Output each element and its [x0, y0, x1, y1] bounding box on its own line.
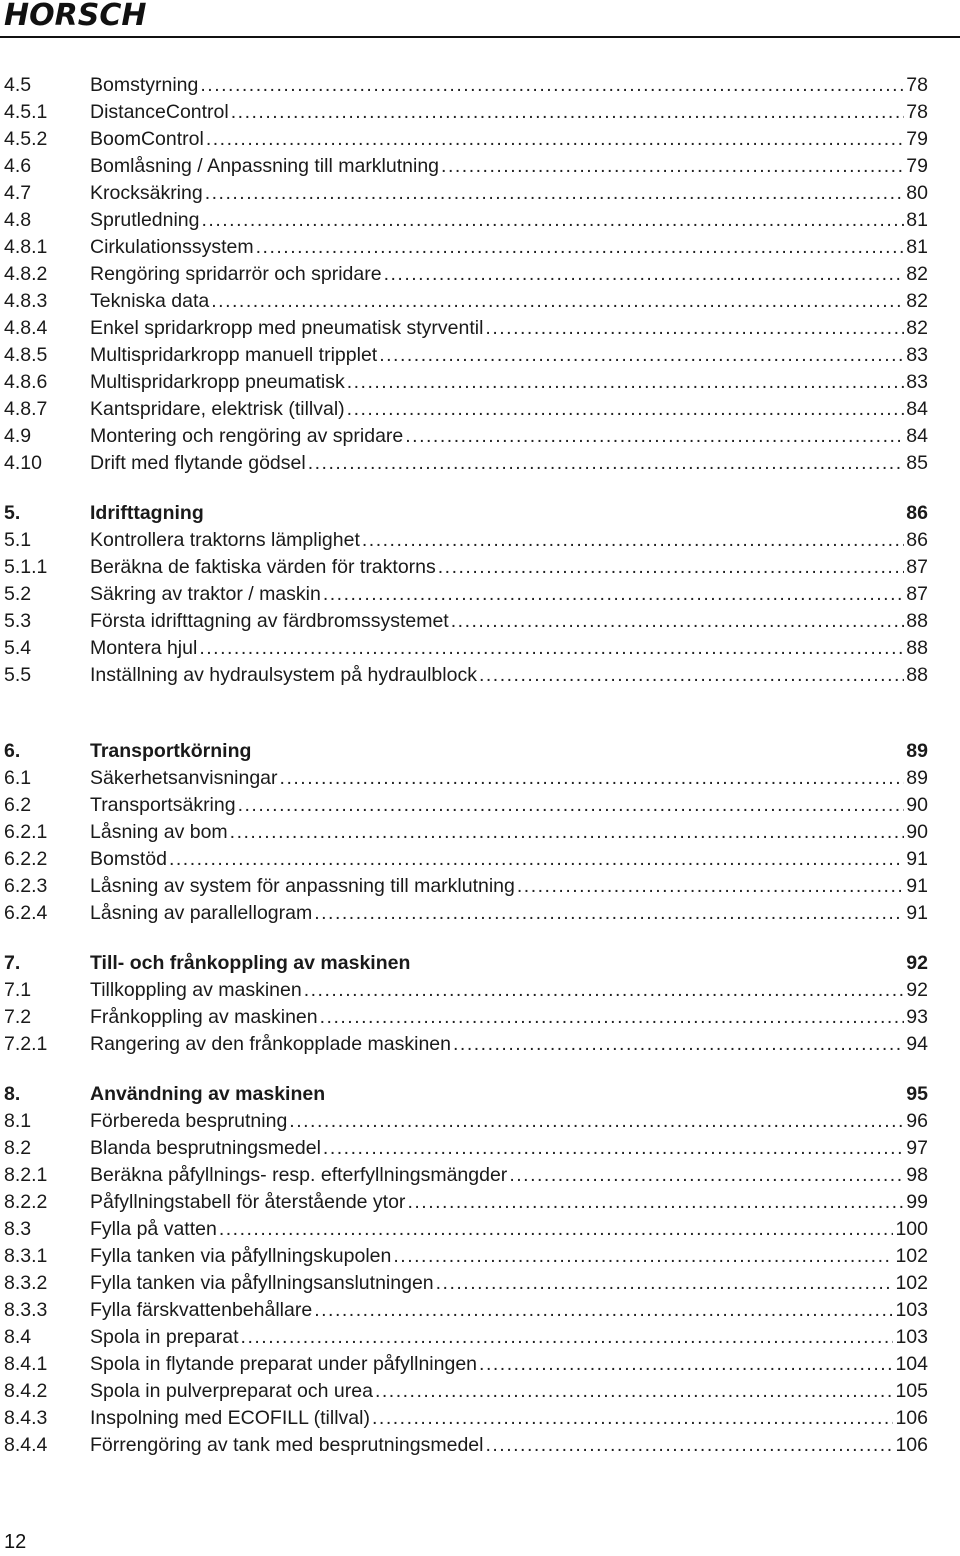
- toc-entry-leader: [90, 1135, 928, 1162]
- toc-entry-number: 4.8.5: [4, 344, 48, 366]
- toc-entry[interactable]: [0, 1270, 960, 1297]
- toc-entry-leader: [90, 234, 928, 261]
- toc-entry-leader: [90, 819, 928, 846]
- toc-entry-title: Bomstyrning: [90, 72, 200, 99]
- toc-entry[interactable]: [0, 581, 960, 608]
- toc-entry[interactable]: [0, 261, 960, 288]
- toc-entry[interactable]: [0, 1405, 960, 1432]
- toc-entry-page: 88: [904, 608, 928, 635]
- toc-entry-number: 4.8: [4, 209, 32, 231]
- dot-leader: [372, 1405, 928, 1432]
- toc-entry-leader: [90, 1243, 928, 1270]
- toc-entry-title: Fylla tanken via påfyllningsanslutningen: [90, 1270, 436, 1297]
- toc-entry-number: 8.3: [4, 1218, 32, 1240]
- toc-entry-title: Enkel spridarkropp med pneumatisk styrventil: [90, 315, 485, 342]
- toc-entry-number: 5.: [4, 502, 21, 524]
- toc-entry[interactable]: [0, 1216, 960, 1243]
- toc-entry-leader: [90, 554, 928, 581]
- dot-leader: [375, 1378, 928, 1405]
- dot-leader: [393, 1243, 928, 1270]
- toc-entry-number: 8.2.1: [4, 1164, 48, 1186]
- toc-entry-number: 8.2.2: [4, 1191, 48, 1213]
- toc-entry-title: Tillkoppling av maskinen: [90, 977, 304, 1004]
- toc-entry-title: Montera hjul: [90, 635, 199, 662]
- dot-leader: [206, 126, 928, 153]
- toc-entry[interactable]: [0, 1004, 960, 1031]
- dot-leader: [485, 315, 928, 342]
- toc-entry-leader: [90, 1270, 928, 1297]
- toc-entry[interactable]: [0, 1297, 960, 1324]
- toc-entry-number: 4.9: [4, 425, 32, 447]
- toc-entry[interactable]: [0, 900, 960, 927]
- toc-entry-page: 86: [904, 500, 928, 527]
- toc-chapter-heading[interactable]: [0, 950, 960, 977]
- dot-leader: [256, 234, 928, 261]
- toc-entry[interactable]: [0, 423, 960, 450]
- toc-entry-title: Låsning av system för anpassning till marklutning: [90, 873, 517, 900]
- page-header: [0, 0, 960, 40]
- toc-entry-number: 4.8.3: [4, 290, 48, 312]
- dot-leader: [241, 1324, 928, 1351]
- dot-leader: [289, 1108, 928, 1135]
- toc-entry-title: Rangering av den frånkopplade maskinen: [90, 1031, 453, 1058]
- toc-entry-number: 8.4: [4, 1326, 32, 1348]
- toc-entry-title: BoomControl: [90, 126, 206, 153]
- toc-entry[interactable]: [0, 1378, 960, 1405]
- toc-entry-page: 81: [904, 234, 928, 261]
- toc-entry-page: 82: [904, 315, 928, 342]
- toc-entry[interactable]: [0, 977, 960, 1004]
- toc-entry-leader: [90, 261, 928, 288]
- toc-entry-page: 79: [904, 126, 928, 153]
- dot-leader: [169, 846, 928, 873]
- toc-entry-number: 7.1: [4, 979, 32, 1001]
- dot-leader: [379, 342, 928, 369]
- toc-entry-page: 85: [904, 450, 928, 477]
- toc-entry-leader: [90, 1031, 928, 1058]
- dot-leader: [199, 635, 928, 662]
- toc-entry-title: Spola in pulverpreparat och urea: [90, 1378, 375, 1405]
- toc-entry-title: Beräkna påfyllnings- resp. efterfyllningsmängder: [90, 1162, 509, 1189]
- toc-entry-title: Påfyllningstabell för återstående ytor: [90, 1189, 407, 1216]
- toc-entry-leader: [90, 1297, 928, 1324]
- dot-leader: [479, 662, 928, 689]
- toc-chapter-heading[interactable]: [0, 1081, 960, 1108]
- toc-entry-page: 80: [904, 180, 928, 207]
- toc-entry-leader: [90, 1351, 928, 1378]
- toc-entry[interactable]: [0, 527, 960, 554]
- toc-entry-title: Låsning av bom: [90, 819, 230, 846]
- toc-entry-page: 79: [904, 153, 928, 180]
- toc-chapter-heading[interactable]: [0, 738, 960, 765]
- toc-entry-page: 82: [904, 261, 928, 288]
- toc-entry-title: Transportsäkring: [90, 792, 238, 819]
- toc-entry[interactable]: [0, 1351, 960, 1378]
- toc-entry-title: Bomlåsning / Anpassning till marklutning: [90, 153, 441, 180]
- toc-entry[interactable]: [0, 1108, 960, 1135]
- toc-entry[interactable]: [0, 1162, 960, 1189]
- toc-entry-page: 84: [904, 396, 928, 423]
- toc-entry-page: 102: [893, 1243, 928, 1270]
- toc-entry-title: Första idrifttagning av färdbromssystemet: [90, 608, 451, 635]
- toc-entry-page: 87: [904, 554, 928, 581]
- toc-entry-page: 86: [904, 527, 928, 554]
- dot-leader: [453, 1031, 928, 1058]
- toc-entry-number: 5.1.1: [4, 556, 48, 578]
- dot-leader: [238, 792, 928, 819]
- toc-entry-title: Fylla färskvattenbehållare: [90, 1297, 314, 1324]
- dot-leader: [219, 1216, 928, 1243]
- toc-entry-leader: [90, 500, 928, 527]
- toc-entry-title: Sprutledning: [90, 207, 202, 234]
- toc-entry[interactable]: [0, 608, 960, 635]
- toc-entry[interactable]: [0, 153, 960, 180]
- toc-section-4: [0, 72, 960, 477]
- dot-leader: [405, 423, 928, 450]
- toc-entry-number: 5.5: [4, 664, 32, 686]
- toc-entry-number: 8.3.1: [4, 1245, 48, 1267]
- toc-entry[interactable]: [0, 342, 960, 369]
- toc-entry-page: 92: [904, 950, 928, 977]
- toc-entry-page: 104: [893, 1351, 928, 1378]
- toc-entry-leader: [90, 1108, 928, 1135]
- toc-entry-page: 105: [893, 1378, 928, 1405]
- toc-entry-page: 103: [893, 1324, 928, 1351]
- toc-entry-page: 92: [904, 977, 928, 1004]
- toc-entry-title: Blanda besprutningsmedel: [90, 1135, 323, 1162]
- dot-leader: [517, 873, 928, 900]
- toc-entry-title: Frånkoppling av maskinen: [90, 1004, 320, 1031]
- toc-entry-number: 5.4: [4, 637, 32, 659]
- toc-entry-title: Tekniska data: [90, 288, 211, 315]
- toc-entry[interactable]: [0, 1324, 960, 1351]
- dot-leader: [485, 1432, 928, 1459]
- toc-entry[interactable]: [0, 1031, 960, 1058]
- toc-entry[interactable]: [0, 554, 960, 581]
- toc-entry[interactable]: [0, 819, 960, 846]
- toc-entry-leader: [90, 153, 928, 180]
- toc-entry-leader: [90, 662, 928, 689]
- toc-entry-number: 8.1: [4, 1110, 32, 1132]
- toc-entry-leader: [90, 950, 928, 977]
- toc-entry[interactable]: [0, 792, 960, 819]
- dot-leader: [205, 180, 928, 207]
- dot-leader: [479, 1351, 928, 1378]
- toc-entry-leader: [90, 635, 928, 662]
- dot-leader: [314, 900, 928, 927]
- toc-entry-leader: [90, 396, 928, 423]
- toc-entry-leader: [90, 873, 928, 900]
- toc-entry-leader: [90, 423, 928, 450]
- toc-entry-number: 4.7: [4, 182, 32, 204]
- toc-entry-page: 83: [904, 369, 928, 396]
- toc-entry-page: 91: [904, 846, 928, 873]
- toc-entry-title: Drift med flytande gödsel: [90, 450, 308, 477]
- toc-entry-number: 7.2: [4, 1006, 32, 1028]
- toc-entry-leader: [90, 99, 928, 126]
- toc-entry-page: 83: [904, 342, 928, 369]
- toc-entry-title: Montering och rengöring av spridare: [90, 423, 405, 450]
- toc-entry-number: 4.8.6: [4, 371, 48, 393]
- toc-entry-number: 8.: [4, 1083, 21, 1105]
- toc-entry-leader: [90, 450, 928, 477]
- toc-entry-page: 84: [904, 423, 928, 450]
- toc-entry-leader: [90, 207, 928, 234]
- toc-entry-page: 103: [893, 1297, 928, 1324]
- toc-entry-title: Multispridarkropp manuell tripplet: [90, 342, 379, 369]
- toc-entry-number: 7.2.1: [4, 1033, 48, 1055]
- toc-section-8: [0, 1081, 960, 1459]
- toc-entry[interactable]: [0, 207, 960, 234]
- toc-entry-page: 94: [904, 1031, 928, 1058]
- toc-entry-leader: [90, 527, 928, 554]
- toc-entry-number: 8.2: [4, 1137, 32, 1159]
- header-divider: [0, 36, 960, 38]
- toc-entry[interactable]: [0, 1432, 960, 1459]
- toc-entry[interactable]: [0, 99, 960, 126]
- toc-entry-leader: [90, 1189, 928, 1216]
- toc-entry-leader: [90, 288, 928, 315]
- toc-entry[interactable]: [0, 450, 960, 477]
- dot-leader: [438, 554, 928, 581]
- toc-entry-number: 6.2.3: [4, 875, 48, 897]
- toc-entry-number: 6.2: [4, 794, 32, 816]
- toc-entry-leader: [90, 1004, 928, 1031]
- toc-entry-number: 6.2.1: [4, 821, 48, 843]
- toc-entry-title: Förbereda besprutning: [90, 1108, 289, 1135]
- toc-entry-title: Låsning av parallellogram: [90, 900, 314, 927]
- dot-leader: [436, 1270, 928, 1297]
- toc-entry-page: 90: [904, 819, 928, 846]
- toc-entry-title: Inställning av hydraulsystem på hydraulblock: [90, 662, 479, 689]
- dot-leader: [347, 369, 928, 396]
- toc-entry[interactable]: [0, 635, 960, 662]
- toc-entry-number: 5.2: [4, 583, 32, 605]
- toc-entry[interactable]: [0, 1189, 960, 1216]
- toc-entry-leader: [90, 581, 928, 608]
- toc-entry-title: Rengöring spridarrör och spridare: [90, 261, 384, 288]
- page-number: 12: [4, 1531, 27, 1553]
- toc-entry-number: 6.2.2: [4, 848, 48, 870]
- dot-leader: [202, 207, 929, 234]
- toc-entry-page: 87: [904, 581, 928, 608]
- toc-entry-title: Till- och frånkoppling av maskinen: [90, 950, 412, 977]
- dot-leader: [509, 1162, 928, 1189]
- toc-entry[interactable]: [0, 846, 960, 873]
- toc-entry[interactable]: [0, 873, 960, 900]
- toc-entry-page: 82: [904, 288, 928, 315]
- toc-entry-leader: [90, 342, 928, 369]
- toc-entry-page: 99: [904, 1189, 928, 1216]
- toc-entry[interactable]: [0, 72, 960, 99]
- toc-entry-leader: [90, 1081, 928, 1108]
- toc-entry-title: Säkring av traktor / maskin: [90, 581, 323, 608]
- toc-entry-page: 91: [904, 900, 928, 927]
- toc-entry-leader: [90, 1432, 928, 1459]
- toc-entry[interactable]: [0, 1243, 960, 1270]
- toc-entry-leader: [90, 1324, 928, 1351]
- dot-leader: [347, 396, 928, 423]
- toc-entry-page: 90: [904, 792, 928, 819]
- toc-entry-leader: [90, 1162, 928, 1189]
- toc-entry-page: 88: [904, 635, 928, 662]
- toc-entry[interactable]: [0, 662, 960, 689]
- toc-entry-number: 4.8.7: [4, 398, 48, 420]
- toc-entry-page: 78: [904, 99, 928, 126]
- dot-leader: [407, 1189, 928, 1216]
- toc-entry-leader: [90, 315, 928, 342]
- toc-entry-number: 8.3.3: [4, 1299, 48, 1321]
- toc-entry-title: Förrengöring av tank med besprutningsmedel: [90, 1432, 485, 1459]
- horsch-logo: HORSCH: [4, 0, 147, 33]
- toc-entry-title: DistanceControl: [90, 99, 231, 126]
- dot-leader: [384, 261, 928, 288]
- toc-entry[interactable]: [0, 765, 960, 792]
- toc-chapter-heading[interactable]: [0, 500, 960, 527]
- toc-entry-page: 95: [904, 1081, 928, 1108]
- toc-entry-leader: [90, 792, 928, 819]
- toc-entry-page: 81: [904, 207, 928, 234]
- dot-leader: [211, 288, 928, 315]
- toc-entry-leader: [90, 846, 928, 873]
- toc-entry-number: 4.8.4: [4, 317, 48, 339]
- toc-entry-leader: [90, 1405, 928, 1432]
- toc-entry[interactable]: [0, 288, 960, 315]
- toc-entry-number: 6.2.4: [4, 902, 48, 924]
- dot-leader: [314, 1297, 928, 1324]
- toc-entry-number: 5.3: [4, 610, 32, 632]
- toc-entry-title: Kontrollera traktorns lämplighet: [90, 527, 362, 554]
- toc-entry-number: 8.4.4: [4, 1434, 48, 1456]
- toc-entry-title: Spola in flytande preparat under påfyllningen: [90, 1351, 479, 1378]
- toc-entry-title: Multispridarkropp pneumatisk: [90, 369, 347, 396]
- dot-leader: [323, 1135, 928, 1162]
- toc-entry-number: 8.4.2: [4, 1380, 48, 1402]
- toc-entry-leader: [90, 900, 928, 927]
- dot-leader: [320, 1004, 928, 1031]
- toc-entry-leader: [90, 765, 928, 792]
- toc-entry[interactable]: [0, 234, 960, 261]
- toc-entry-title: Bomstöd: [90, 846, 169, 873]
- toc-entry-page: 102: [893, 1270, 928, 1297]
- dot-leader: [362, 527, 928, 554]
- dot-leader: [230, 819, 928, 846]
- dot-leader: [280, 765, 928, 792]
- toc-entry-leader: [90, 369, 928, 396]
- toc-entry-number: 4.10: [4, 452, 42, 474]
- toc-entry-leader: [90, 1216, 928, 1243]
- toc-entry-title: Beräkna de faktiska värden för traktorns: [90, 554, 438, 581]
- toc-entry-leader: [90, 126, 928, 153]
- toc-entry[interactable]: [0, 396, 960, 423]
- toc-entry-page: 106: [893, 1432, 928, 1459]
- toc-entry-title: Krocksäkring: [90, 180, 205, 207]
- toc-entry-number: 4.6: [4, 155, 32, 177]
- toc-entry-title: Användning av maskinen: [90, 1081, 327, 1108]
- toc-section-5: [0, 500, 960, 689]
- toc-entry-title: Spola in preparat: [90, 1324, 241, 1351]
- toc-entry-number: 4.8.2: [4, 263, 48, 285]
- toc-entry[interactable]: [0, 1135, 960, 1162]
- dot-leader: [308, 450, 928, 477]
- toc-entry-number: 6.1: [4, 767, 32, 789]
- toc-entry[interactable]: [0, 369, 960, 396]
- dot-leader: [200, 72, 928, 99]
- toc-entry-number: 5.1: [4, 529, 32, 551]
- toc-entry-page: 91: [904, 873, 928, 900]
- toc-entry-title: Cirkulationssystem: [90, 234, 256, 261]
- toc-entry-number: 4.8.1: [4, 236, 48, 258]
- toc-entry-number: 7.: [4, 952, 21, 974]
- toc-entry[interactable]: [0, 315, 960, 342]
- toc-entry-leader: [90, 738, 928, 765]
- toc-entry-leader: [90, 72, 928, 99]
- toc-entry-page: 106: [893, 1405, 928, 1432]
- toc-entry-page: 100: [893, 1216, 928, 1243]
- toc-entry-title: Idrifttagning: [90, 500, 206, 527]
- toc-entry-number: 4.5: [4, 74, 32, 96]
- toc-entry-number: 6.: [4, 740, 21, 762]
- dot-leader: [441, 153, 928, 180]
- toc-entry-page: 89: [904, 765, 928, 792]
- toc-entry-title: Transportkörning: [90, 738, 253, 765]
- toc-entry-number: 8.4.1: [4, 1353, 48, 1375]
- toc-entry-page: 98: [904, 1162, 928, 1189]
- toc-entry-number: 8.3.2: [4, 1272, 48, 1294]
- toc-entry-leader: [90, 977, 928, 1004]
- toc-entry-title: Kantspridare, elektrisk (tillval): [90, 396, 347, 423]
- toc-entry-leader: [90, 1378, 928, 1405]
- toc-entry[interactable]: [0, 126, 960, 153]
- toc-entry-title: Fylla på vatten: [90, 1216, 219, 1243]
- dot-leader: [323, 581, 928, 608]
- toc-entry-page: 96: [904, 1108, 928, 1135]
- toc-entry-leader: [90, 180, 928, 207]
- toc-entry-page: 88: [904, 662, 928, 689]
- toc-entry-title: Fylla tanken via påfyllningskupolen: [90, 1243, 393, 1270]
- dot-leader: [304, 977, 928, 1004]
- toc-entry-page: 97: [904, 1135, 928, 1162]
- toc-entry-number: 4.5.1: [4, 101, 48, 123]
- toc-entry-leader: [90, 608, 928, 635]
- toc-entry-page: 93: [904, 1004, 928, 1031]
- toc-entry-title: Säkerhetsanvisningar: [90, 765, 280, 792]
- toc-entry-number: 4.5.2: [4, 128, 48, 150]
- toc-section-6: [0, 738, 960, 927]
- toc-entry-number: 8.4.3: [4, 1407, 48, 1429]
- toc-section-7: [0, 950, 960, 1058]
- toc-entry-page: 89: [904, 738, 928, 765]
- toc-entry-page: 78: [904, 72, 928, 99]
- dot-leader: [451, 608, 928, 635]
- toc-entry-title: Inspolning med ECOFILL (tillval): [90, 1405, 372, 1432]
- toc-entry[interactable]: [0, 180, 960, 207]
- dot-leader: [231, 99, 928, 126]
